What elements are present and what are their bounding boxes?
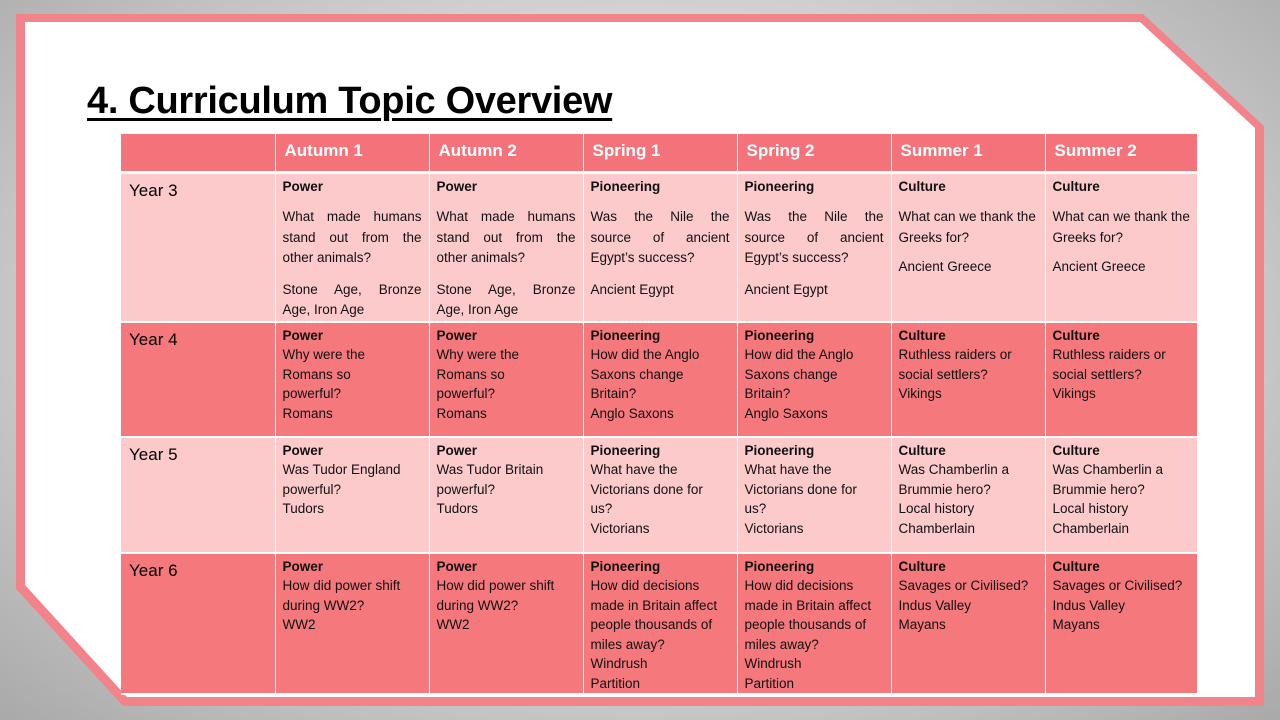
cell-line: powerful? (436, 481, 496, 497)
year-label: Year 4 (121, 322, 275, 437)
theme-label: Pioneering (590, 327, 661, 343)
theme-label: Power (436, 558, 478, 574)
table-row-year-6 (121, 553, 1197, 695)
enquiry-question: What made humans stand out from the other animals? (282, 209, 422, 265)
theme-label: Culture (1052, 327, 1100, 343)
cell-line: Saxons change (744, 366, 838, 382)
topic-cell (891, 437, 1045, 553)
cell-line: Chamberlain (898, 520, 976, 536)
topic-name: Stone Age, Bronze Age, Iron Age (436, 281, 576, 317)
cell-line: Saxons change (590, 366, 684, 382)
cell-line: Was Tudor England (282, 462, 401, 477)
cell-line: miles away? (744, 636, 819, 652)
topic-cell (737, 322, 891, 437)
topic-cell (1045, 437, 1197, 553)
topic-cell (583, 437, 737, 553)
cell-line: Romans (282, 405, 333, 421)
curriculum-table (121, 134, 1197, 695)
cell-line: Anglo Saxons (590, 405, 674, 421)
theme-label: Pioneering (744, 327, 815, 343)
cell-line: How did decisions (590, 578, 700, 593)
topic-cell (275, 172, 429, 322)
cell-line: Vikings (898, 386, 942, 401)
topic-cell (737, 437, 891, 553)
theme-label: Power (436, 327, 478, 343)
table-row-year-3 (121, 172, 1197, 322)
cell-line: How did the Anglo (590, 347, 700, 362)
theme-label: Pioneering (744, 178, 815, 194)
topic-cell (737, 553, 891, 695)
cell-line: Romans (436, 405, 487, 421)
cell-line: Mayans (898, 617, 946, 632)
topic-cell (429, 553, 583, 695)
cell-line: How did power shift (436, 578, 555, 593)
header-spring-1: Spring 1 (583, 134, 737, 172)
topic-cell (891, 172, 1045, 322)
cell-line: Was Chamberlin a (898, 462, 1010, 477)
cell-line: Victorians done for (590, 481, 703, 497)
cell-line: during WW2? (282, 597, 365, 613)
theme-label: Culture (1052, 558, 1100, 574)
cell-line: Local history (1052, 501, 1129, 516)
topic-cell (891, 553, 1045, 695)
cell-line: Partition (590, 675, 641, 691)
year-label: Year 3 (121, 172, 275, 322)
cell-line: What have the (590, 462, 678, 477)
topic-cell (1045, 322, 1197, 437)
cell-line: Victorians (744, 520, 804, 536)
cell-line: us? (590, 501, 613, 516)
cell-line: Partition (744, 675, 795, 691)
theme-label: Power (436, 442, 478, 458)
cell-line: How did decisions (744, 578, 854, 593)
topic-cell (1045, 553, 1197, 695)
theme-label: Culture (898, 327, 946, 343)
cell-line: Indus Valley (898, 597, 972, 613)
cell-line: powerful? (282, 481, 342, 497)
topic-cell (583, 322, 737, 437)
theme-label: Pioneering (590, 178, 661, 194)
theme-label: Culture (898, 178, 946, 194)
theme-label: Power (282, 178, 324, 194)
cell-line: Why were the (436, 347, 520, 362)
cell-line: Vikings (1052, 386, 1096, 401)
topic-cell (429, 322, 583, 437)
cell-line: social settlers? (898, 366, 988, 382)
topic-name: Ancient Greece (1052, 259, 1146, 274)
enquiry-question: What can we thank the Greeks for? (898, 209, 1036, 245)
cell-line: Ruthless raiders or (1052, 347, 1166, 362)
topic-name: Stone Age, Bronze Age, Iron Age (282, 281, 422, 317)
topic-cell (275, 322, 429, 437)
topic-cell (583, 172, 737, 322)
theme-label: Culture (1052, 442, 1100, 458)
theme-label: Pioneering (744, 442, 815, 458)
enquiry-question: Was the Nile the source of ancient Egypt’s success? (744, 209, 884, 265)
cell-line: Tudors (436, 501, 479, 516)
topic-cell (429, 437, 583, 553)
topic-name: Ancient Egypt (744, 281, 828, 297)
cell-line: What have the (744, 462, 832, 477)
cell-line: Savages or Civilised? (898, 578, 1029, 593)
theme-label: Culture (898, 558, 946, 574)
topic-cell (1045, 172, 1197, 322)
theme-label: Pioneering (744, 558, 815, 574)
cell-line: Victorians done for (744, 481, 857, 497)
cell-line: made in Britain affect (744, 597, 872, 613)
cell-line: Windrush (744, 656, 802, 671)
cell-line: Chamberlain (1052, 520, 1130, 536)
topic-cell (275, 553, 429, 695)
header-autumn-2: Autumn 2 (429, 134, 583, 172)
cell-line: Windrush (590, 656, 648, 671)
enquiry-question: What made humans stand out from the other animals? (436, 209, 576, 265)
theme-label: Culture (1052, 178, 1100, 194)
cell-line: Local history (898, 501, 975, 516)
cell-line: Brummie hero? (898, 481, 991, 497)
header-row (121, 134, 1197, 172)
cell-line: How did the Anglo (744, 347, 854, 362)
cell-line: made in Britain affect (590, 597, 718, 613)
theme-label: Power (282, 558, 324, 574)
year-label: Year 6 (121, 553, 275, 695)
table-row-year-4 (121, 322, 1197, 437)
cell-line: Britain? (744, 386, 791, 401)
cell-line: people thousands of (590, 617, 713, 632)
topic-cell (583, 553, 737, 695)
theme-label: Power (436, 178, 478, 194)
theme-label: Pioneering (590, 558, 661, 574)
cell-line: Romans so (436, 366, 505, 382)
cell-line: powerful? (436, 386, 496, 401)
cell-line: Was Chamberlin a (1052, 462, 1164, 477)
cell-line: WW2 (282, 617, 316, 632)
header-corner (121, 134, 275, 172)
cell-line: Tudors (282, 501, 325, 516)
cell-line: Savages or Civilised? (1052, 578, 1183, 593)
header-summer-1: Summer 1 (891, 134, 1045, 172)
cell-line: during WW2? (436, 597, 519, 613)
header-spring-2: Spring 2 (737, 134, 891, 172)
page-title: 4. Curriculum Topic Overview (87, 80, 613, 122)
table-row-year-5 (121, 437, 1197, 553)
cell-line: Anglo Saxons (744, 405, 828, 421)
cell-line: Victorians (590, 520, 650, 536)
cell-line: miles away? (590, 636, 665, 652)
cell-line: Why were the (282, 347, 366, 362)
header-summer-2: Summer 2 (1045, 134, 1197, 172)
theme-label: Pioneering (590, 442, 661, 458)
header-autumn-1: Autumn 1 (275, 134, 429, 172)
cell-line: Ruthless raiders or (898, 347, 1012, 362)
cell-line: Indus Valley (1052, 597, 1126, 613)
cell-line: How did power shift (282, 578, 401, 593)
cell-line: Brummie hero? (1052, 481, 1145, 497)
cell-line: us? (744, 501, 767, 516)
cell-line: Britain? (590, 386, 637, 401)
topic-cell (275, 437, 429, 553)
cell-line: Romans so (282, 366, 351, 382)
theme-label: Power (282, 327, 324, 343)
cell-line: Mayans (1052, 617, 1100, 632)
enquiry-question: Was the Nile the source of ancient Egypt’s success? (590, 209, 730, 265)
topic-cell (737, 172, 891, 322)
theme-label: Power (282, 442, 324, 458)
enquiry-question: What can we thank the Greeks for? (1052, 209, 1190, 245)
topic-name: Ancient Greece (898, 259, 992, 274)
cell-line: social settlers? (1052, 366, 1142, 382)
cell-line: people thousands of (744, 617, 867, 632)
theme-label: Culture (898, 442, 946, 458)
topic-name: Ancient Egypt (590, 281, 674, 297)
topic-cell (891, 322, 1045, 437)
cell-line: Was Tudor Britain (436, 462, 544, 477)
topic-cell (429, 172, 583, 322)
cell-line: powerful? (282, 386, 342, 401)
year-label: Year 5 (121, 437, 275, 553)
cell-line: WW2 (436, 617, 470, 632)
